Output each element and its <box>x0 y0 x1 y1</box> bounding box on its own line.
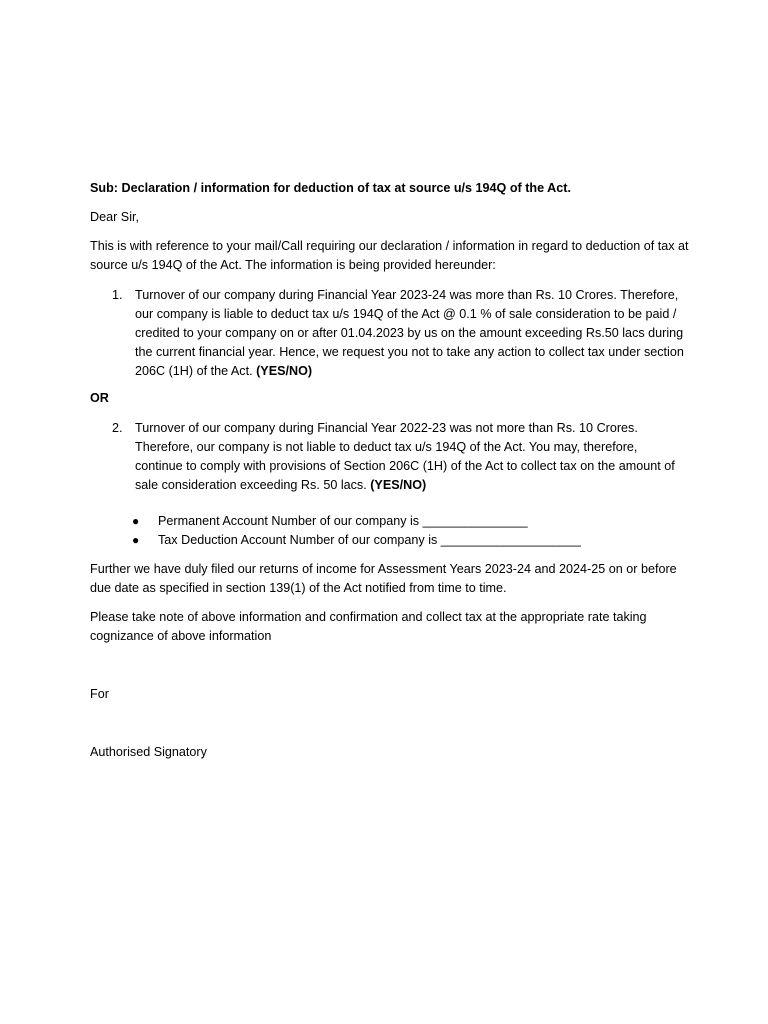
letter-salutation: Dear Sir, <box>90 210 139 224</box>
item-number: 1. <box>112 288 123 302</box>
bullet-item-pan <box>90 512 690 531</box>
for-label: For <box>90 687 109 701</box>
bullet-item-tan <box>90 531 690 550</box>
request-statement: Please take note of above information and confirmation and collect tax at the appropriate rate taking cognizance of above information <box>90 610 647 643</box>
item-text <box>135 286 685 381</box>
letter-intro: This is with reference to your mail/Call requiring our declaration / information in regard to deduction of tax at source u/s 194Q of the Act. The information is being provided hereunder: <box>90 239 689 272</box>
bullet-dot-icon: ● <box>132 533 140 547</box>
returns-statement: Further we have duly filed our returns of income for Assessment Years 2023-24 and 2024-25 on or before due date as specified in section 139(1) of the Act notified from time to time. <box>90 562 677 595</box>
bullet-text: Permanent Account Number of our company is _______________ <box>158 514 528 528</box>
bullet-dot-icon: ● <box>132 514 140 528</box>
letter-subject: Sub: Declaration / information for deduction of tax at source u/s 194Q of the Act. <box>90 181 571 195</box>
or-separator: OR <box>90 391 109 405</box>
authorised-signatory: Authorised Signatory <box>90 745 207 759</box>
item-body: Turnover of our company during Financial Year 2023-24 was more than Rs. 10 Crores. Therefore, our company is liable to deduct tax u/s 194Q of the Act @ 0.1 % of sale consideration to be paid / credited to your company on or after 01.04.2023 by us on the amount exceeding Rs.50 lacs during the current financial year. Hence, we request you not to take any action to collect tax under section 206C (1H) of the Act. <box>135 288 684 378</box>
item-choice: (YES/NO) <box>256 364 313 378</box>
item-choice: (YES/NO) <box>370 478 427 492</box>
item-text <box>135 419 685 495</box>
bullet-list <box>90 512 690 550</box>
item-body: Turnover of our company during Financial Year 2022-23 was not more than Rs. 10 Crores. Therefore, our company is not liable to deduct tax u/s 194Q of the Act. You may, therefore, continue to comply with provisions of Section 206C (1H) of the Act to collect tax on the amount of sale consideration exceeding Rs. 50 lacs. <box>135 421 675 492</box>
bullet-text: Tax Deduction Account Number of our company is ____________________ <box>158 533 581 547</box>
item-number: 2. <box>112 421 123 435</box>
